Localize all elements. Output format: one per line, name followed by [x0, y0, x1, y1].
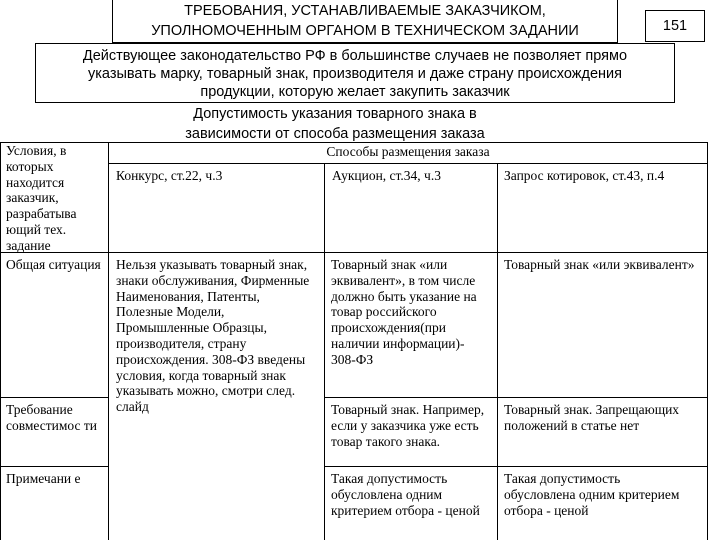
table-rule [0, 142, 708, 143]
table-rule [0, 466, 108, 467]
subtitle-line-1: Допустимость указания товарного знака в [193, 106, 477, 122]
subtitle-line-2: зависимости от способа размещения заказа [185, 126, 485, 142]
quote-note-cell: Такая допустимость обусловлена одним критерием отбора - ценой [504, 471, 680, 518]
intro-line-2: указывать марку, товарный знак, производителя и даже страну происхождения [88, 66, 622, 82]
slide-title-line-1: ТРЕБОВАНИЯ, УСТАНАВЛИВАЕМЫЕ ЗАКАЗЧИКОМ, [184, 3, 546, 19]
table-rule [324, 397, 708, 398]
table-rule [0, 252, 708, 253]
table-subtitle [150, 104, 520, 144]
table-rule [0, 142, 1, 540]
page-number: 151 [645, 10, 705, 42]
quote-general-cell: Товарный знак «или эквивалент» [504, 257, 695, 272]
table-rule [497, 163, 498, 540]
row-label-general: Общая ситуация [6, 257, 101, 272]
table-rule [108, 163, 708, 164]
slide-title [112, 0, 618, 43]
table-rule [0, 397, 108, 398]
column-header-quote: Запрос котировок, ст.43, п.4 [504, 168, 665, 183]
table-rule [324, 163, 325, 540]
auction-note-cell: Такая допустимость обусловлена одним критерием отбора - ценой [331, 471, 480, 518]
slide-title-line-2: УПОЛНОМОЧЕННЫМ ОРГАНОМ В ТЕХНИЧЕСКОМ ЗАДАНИИ [151, 23, 579, 39]
intro-line-3: продукции, которую желает закупить заказчик [200, 84, 510, 100]
table-rule [324, 466, 708, 467]
intro-text [35, 43, 675, 103]
row-label-compatibility: Требование совместимос ти [6, 402, 97, 433]
contest-merged-cell: Нельзя указывать товарный знак, знаки обслуживания, Фирменные Наименования, Патенты, Полезные Модели, Промышленные Образцы, производителя, страну происхождения. 308-ФЗ введены условия, когда товарный знак указывать можно, смотри след. слайд [116, 257, 310, 415]
intro-line-1: Действующее законодательство РФ в большинстве случаев не позволяет прямо [82, 48, 628, 64]
corner-header: Условия, в которых находится заказчик, разрабатыва ющий тех. задание [6, 143, 77, 253]
auction-compatibility-cell: Товарный знак. Например, если у заказчика уже есть товар такого знака. [331, 402, 485, 449]
group-header: Способы размещения заказа [326, 144, 490, 159]
column-header-contest: Конкурс, ст.22, ч.3 [116, 168, 223, 183]
row-label-note: Примечани е [6, 471, 81, 486]
auction-general-cell: Товарный знак «или эквивалент», в том числе должно быть указание на товар российского происхождения(при наличии информации)- 308-ФЗ [331, 257, 477, 367]
quote-compatibility-cell: Товарный знак. Запрещающих положений в статье нет [504, 402, 680, 433]
table-rule [108, 142, 109, 540]
column-header-auction: Аукцион, ст.34, ч.3 [332, 168, 441, 183]
